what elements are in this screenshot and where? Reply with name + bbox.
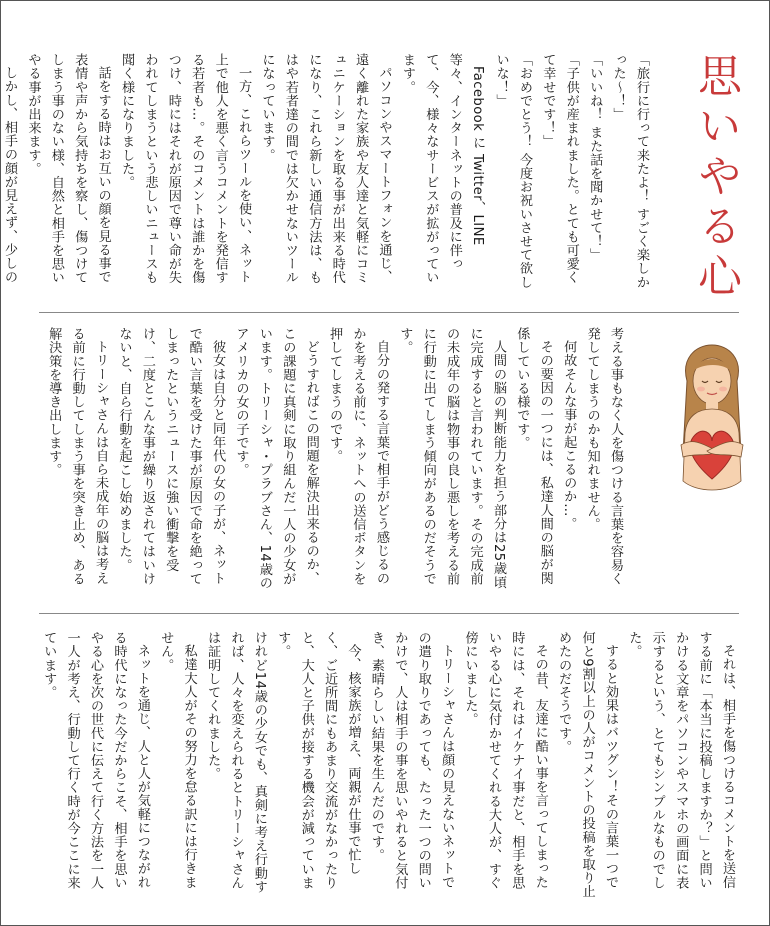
paragraph: 彼女は自分と同年代の女の子が、ネットで酷い言葉を受けた事が原因で命を絶ってしまったというニュースに強い衝撃を受け、二度とこんな事が繰り返されてはいけないと、自ら行動を起こし始めました。 (116, 327, 226, 586)
paragraph: トリーシャさんは自ら未成年の脳は考える前に行動してしまう事を突き止め、ある解決策を導き出します。 (46, 327, 109, 586)
paragraph: 今、核家族が増え、両親が仕事で忙しく、ご近所間にもあまり交流がなかったりと、大人と子供が接する機会が減っています。 (275, 631, 361, 890)
paragraph: その要因の一つには、私達人間の脳が関係している様です。 (514, 327, 553, 585)
section-divider (39, 312, 739, 313)
paragraph: Facebook に Twitter、LINE 等々、インターネットの普及に伴って、今、様々なサービスが拡がっています。 (399, 53, 486, 285)
paragraph: すると効果はバツグン！その言葉一つで何と9割以上の人がコメントの投稿を取り止めたのだそうです。 (556, 631, 618, 899)
paragraph: 「おめでとう！ 今度お祝いさせて欲しいな！」 (493, 53, 532, 289)
paragraph: それは、相手を傷つけるコメントを送信する前に「本当に投稿しますか？」と問いかける文章をパソコンやスマホの画面に表示するという、とてもシンプルなものでした。 (626, 631, 735, 890)
paragraph: 一方、これらツールを使い、ネット上で他人を悪く言うコメントを発信する若者も…。そのコメントは誰かを傷つけ、時にはそれが原因で尊い命が失われてしまうという悲しいニュースも聞く様になりました。 (119, 53, 252, 285)
paragraph: しかし、相手の顔が見えず、少しの (2, 66, 18, 284)
article-body-middle (23, 327, 627, 595)
section-divider (39, 613, 739, 614)
paragraph: トリーシャさんは顔の見えないネットでの遣り取りであっても、たった一つの問いかけで、人は相手の事を思いやれると気付き、素晴らしい結果を生んだのです。 (368, 631, 455, 890)
paragraph: その昔、友達に酷い事を言ってしまった時には、それはイケナイ事だと、相手を思いやる心に気付かせてくれる大人が、すぐ傍にいました。 (462, 631, 548, 890)
paragraph: 話をする時はお互いの顔を見る事で表情や声から気持ちを察し、傷つけてしまう事のない様、自然と相手を思いやる事が出来ます。 (25, 53, 111, 285)
paragraph: パソコンやスマートフォンを通じ、遠く離れた家族や友人達と気軽にコミュニケーションを取る事が出来る時代になり、これら新しい通信方法は、もはや若者達の間では欠かせないツールになっています。 (259, 53, 392, 285)
paragraph: どうすればこの問題を解決出来るのか、この課題に真剣に取り組んだ一人の少女がいます。トリーシャ・プラブさん、14歳のアメリカの女の子です。 (233, 327, 319, 590)
paragraph: 何故そんな事が起こるのか…。 (561, 340, 577, 531)
article-title: 思いやる心 (690, 53, 741, 303)
paragraph: 考える事もなく人を傷つける言葉を容易く発してしまうのかも知れません。 (584, 327, 623, 586)
paragraph: ネットを通じ、人と人が気軽につながれる時代になった今だからこそ、相手を思いやる心を次の世代に伝えて行く方法を一人一人が考え、行動して行く時が今ここに来ています。 (41, 631, 150, 890)
paragraph: 「いいね！ また話を聞かせて！」 (587, 53, 603, 262)
paragraph: 「子供が産まれました。とても可愛くて幸せです！」 (540, 53, 579, 285)
paragraph: けれど14歳の少女でも、真剣に考え行動すれば、人々を変えられるとトリーシャさんは証明してくれました。 (205, 631, 267, 894)
article-body-bottom (23, 631, 739, 899)
article-body-top (2, 53, 653, 291)
paragraph: 私達大人がその努力を怠る訳には行きません。 (158, 631, 197, 889)
paragraph: 「旅行に行って来たよ！ すごく楽しかった～！」 (610, 53, 649, 289)
paragraph: 自分の発する言葉で相手がどう感じるのかを考える前に、ネットへの送信ボタンを押してしまうのです。 (327, 327, 389, 586)
paragraph: 人間の脳の判断能力を担う部分は25歳頃に完成すると言われています。その完成前の未成年の脳は物事の良し悪しを考える前に行動に出てしまう傾向があるのだそうです。 (397, 327, 506, 589)
woman-hugging-heart-icon (671, 341, 753, 507)
